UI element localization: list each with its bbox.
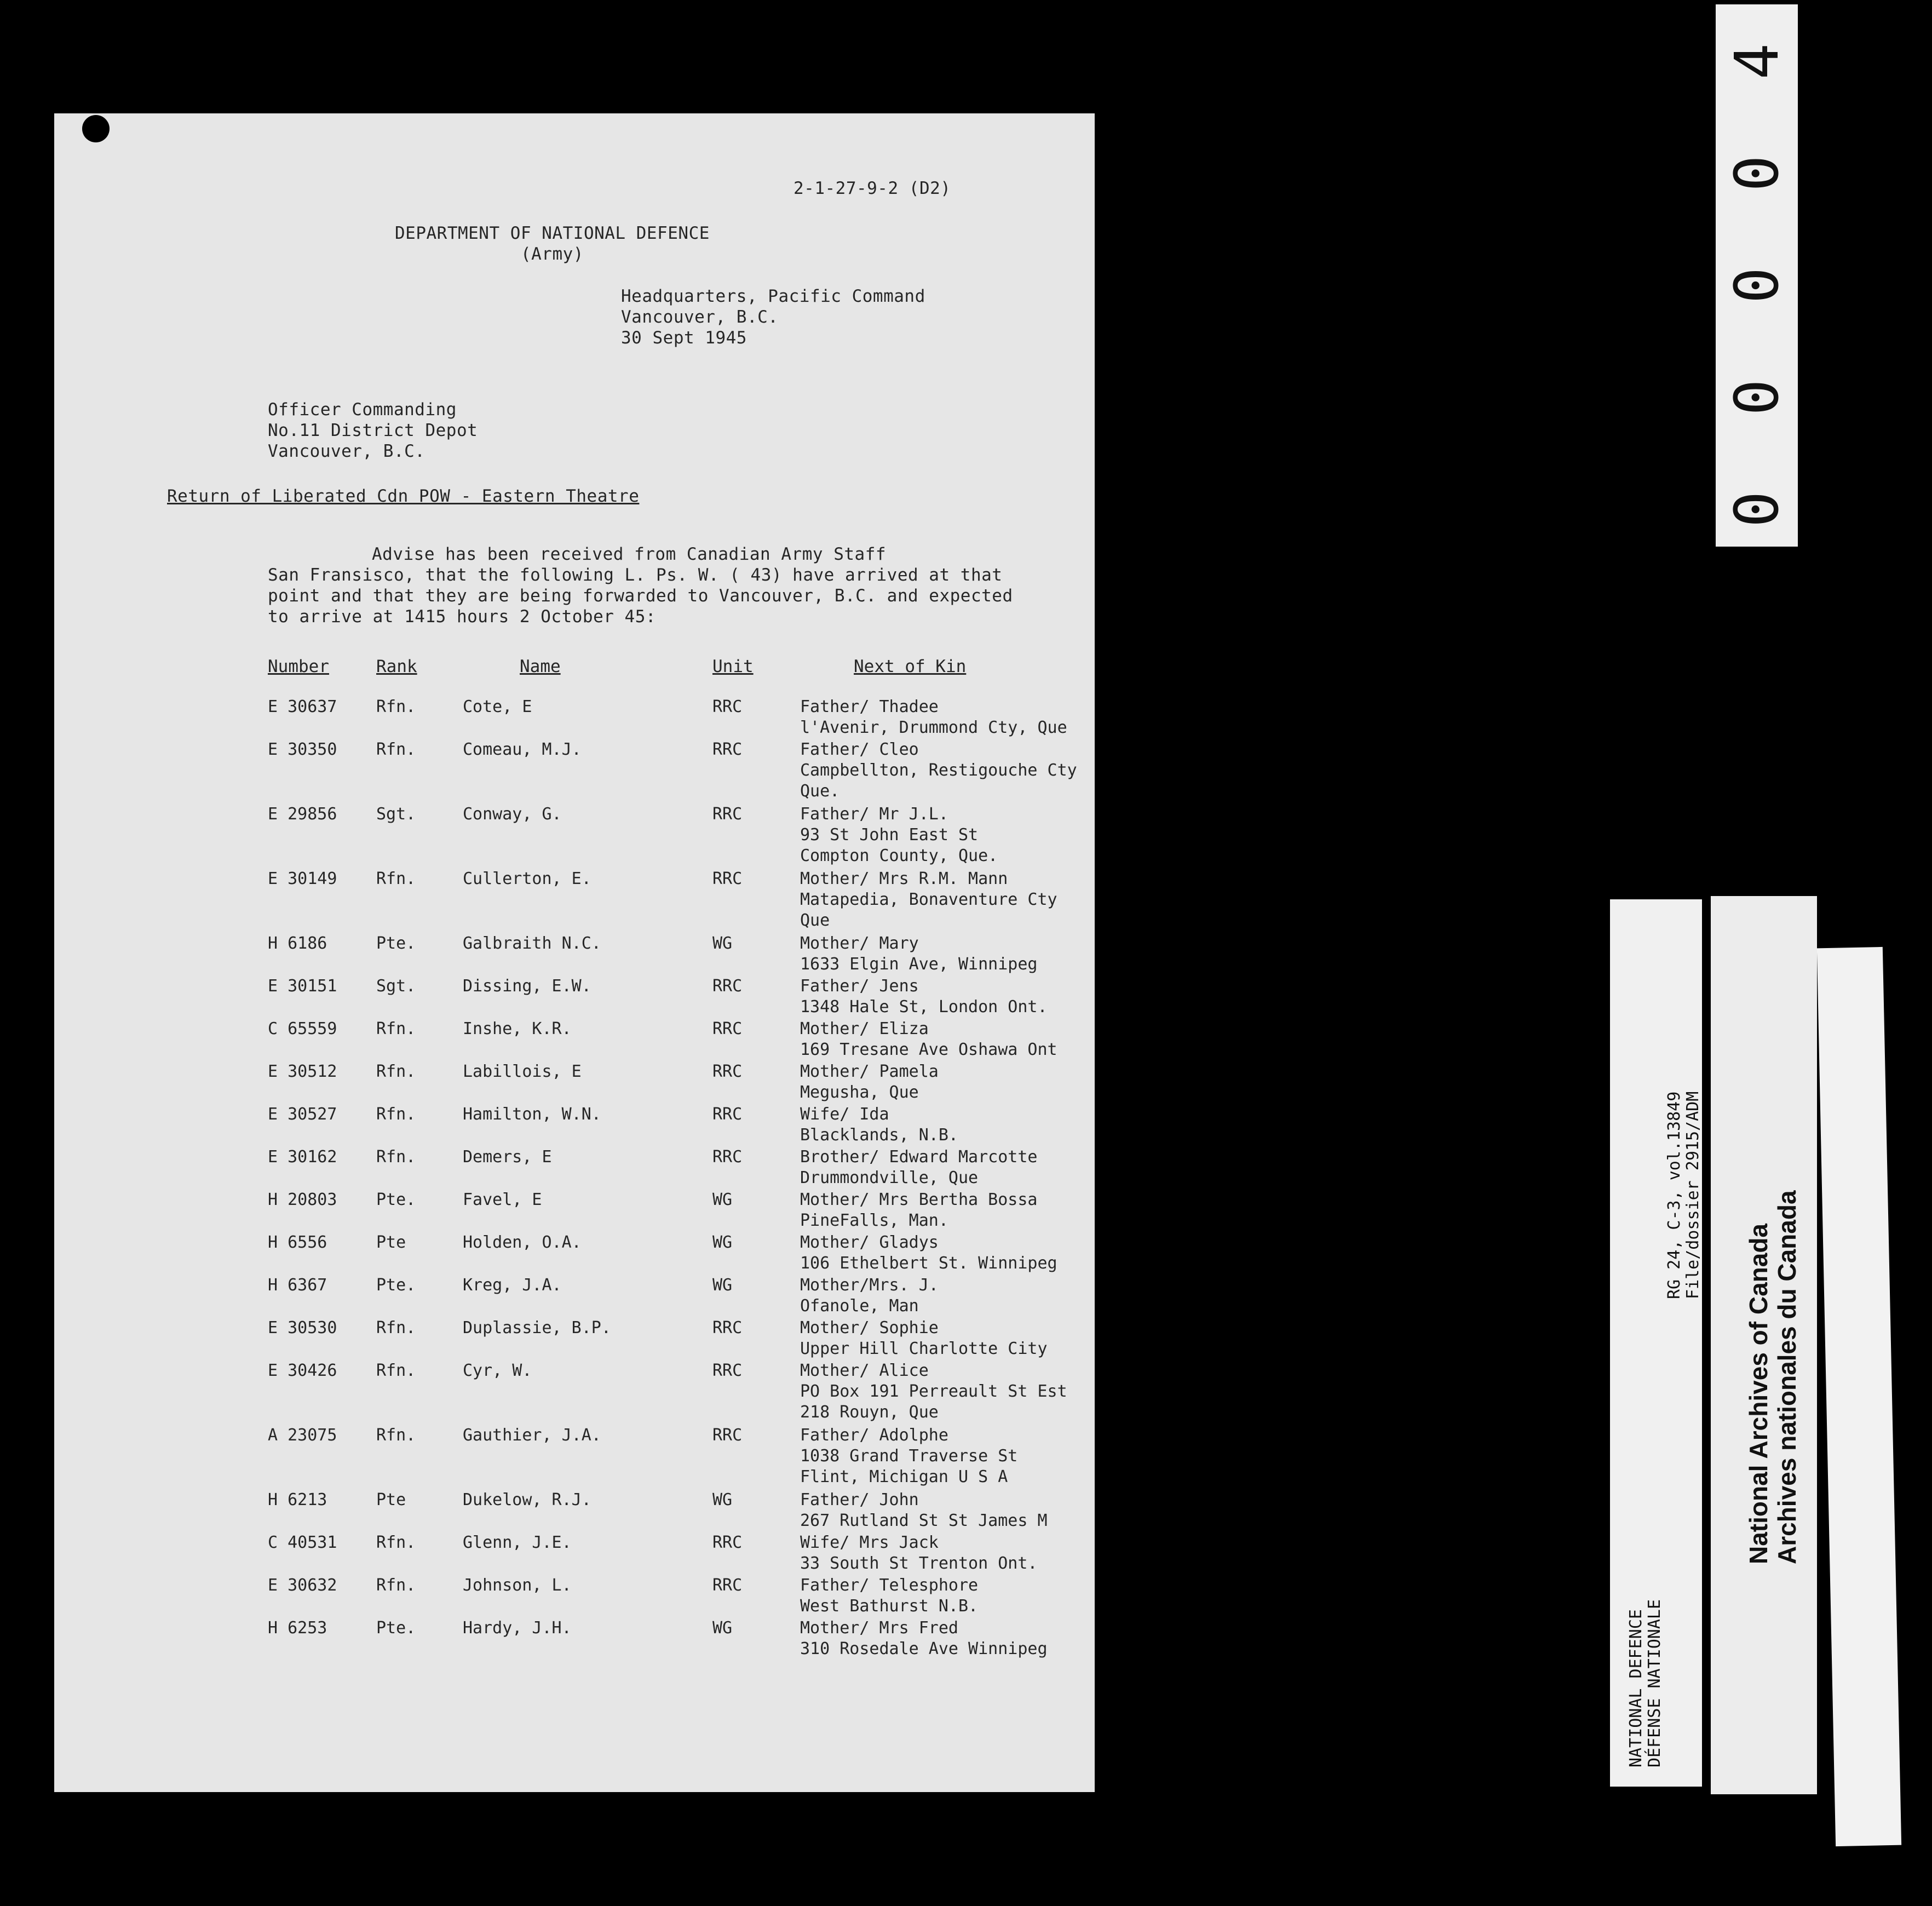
cell-unit: RRC — [712, 1062, 743, 1081]
cell-number: E 30162 — [268, 1147, 337, 1167]
cell-number: H 6213 — [268, 1490, 327, 1509]
cell-unit: WG — [712, 1233, 733, 1252]
defence-line: DÉFENSE NATIONALE — [1645, 1599, 1664, 1767]
cell-number: E 30426 — [268, 1361, 337, 1380]
cell-name: Dissing, E.W. — [463, 977, 591, 996]
document-page — [54, 113, 1095, 1792]
cell-next-of-kin: Wife/ Mrs Jack — [800, 1533, 939, 1552]
cell-number: E 30151 — [268, 977, 337, 996]
cell-next-of-kin: Megusha, Que — [800, 1083, 919, 1102]
archives-line: National Archives of Canada — [1744, 1223, 1773, 1564]
cell-unit: RRC — [712, 805, 743, 824]
cell-rank: Rfn. — [376, 869, 416, 888]
cell-next-of-kin: 218 Rouyn, Que — [800, 1403, 939, 1422]
cell-name: Kreg, J.A. — [463, 1276, 562, 1295]
cell-next-of-kin: Father/ Jens — [800, 977, 919, 996]
cell-next-of-kin: Mother/ Gladys — [800, 1233, 939, 1252]
cell-name: Johnson, L. — [463, 1576, 572, 1595]
cell-rank: Rfn. — [376, 1019, 416, 1038]
cell-rank: Pte. — [376, 1276, 416, 1295]
cell-next-of-kin: Father/ Telesphore — [800, 1576, 979, 1595]
cell-name: Holden, O.A. — [463, 1233, 582, 1252]
cell-rank: Rfn. — [376, 1576, 416, 1595]
cell-rank: Rfn. — [376, 697, 416, 716]
cell-unit: WG — [712, 1190, 733, 1209]
sender-line: Vancouver, B.C. — [621, 307, 779, 327]
cell-number: H 6556 — [268, 1233, 327, 1252]
cell-unit: RRC — [712, 1426, 743, 1445]
frame-number: 0 0 0 0 4 — [1722, 23, 1792, 528]
cell-rank: Pte. — [376, 934, 416, 953]
cell-next-of-kin: PineFalls, Man. — [800, 1211, 948, 1230]
cell-rank: Sgt. — [376, 805, 416, 824]
cell-next-of-kin: 169 Tresane Ave Oshawa Ont — [800, 1040, 1057, 1059]
cell-next-of-kin: PO Box 191 Perreault St Est — [800, 1382, 1067, 1401]
addressee-block — [268, 399, 478, 462]
cell-name: Glenn, J.E. — [463, 1533, 572, 1552]
cell-number: H 6367 — [268, 1276, 327, 1295]
cell-unit: RRC — [712, 1576, 743, 1595]
cell-next-of-kin: 310 Rosedale Ave Winnipeg — [800, 1639, 1048, 1658]
subject-line: Return of Liberated Cdn POW - Eastern Theatre — [167, 486, 640, 506]
letterhead — [395, 223, 710, 265]
body-paragraph — [268, 544, 1013, 627]
cell-rank: Rfn. — [376, 1318, 416, 1337]
cell-name: Hardy, J.H. — [463, 1618, 572, 1638]
cell-unit: RRC — [712, 740, 743, 759]
cell-name: Comeau, M.J. — [463, 740, 582, 759]
cell-next-of-kin: Drummondville, Que — [800, 1168, 979, 1187]
cell-number: H 20803 — [268, 1190, 337, 1209]
cell-next-of-kin: 1633 Elgin Ave, Winnipeg — [800, 955, 1038, 974]
cell-next-of-kin: Matapedia, Bonaventure Cty — [800, 890, 1057, 909]
cell-unit: RRC — [712, 1533, 743, 1552]
cell-number: A 23075 — [268, 1426, 337, 1445]
body-line: point and that they are being forwarded to Vancouver, B.C. and expected — [268, 586, 1013, 606]
addressee-line: Officer Commanding — [268, 400, 457, 420]
cell-rank: Rfn. — [376, 1361, 416, 1380]
cell-next-of-kin: Mother/ Alice — [800, 1361, 929, 1380]
header-rank: Rank — [376, 657, 417, 676]
cell-rank: Pte. — [376, 1190, 416, 1209]
cell-name: Cote, E — [463, 697, 532, 716]
cell-name: Inshe, K.R. — [463, 1019, 572, 1038]
cell-name: Demers, E — [463, 1147, 552, 1167]
cell-next-of-kin: Compton County, Que. — [800, 846, 998, 865]
cell-number: E 29856 — [268, 805, 337, 824]
cell-next-of-kin: Father/ Thadee — [800, 697, 939, 716]
header-unit: Unit — [712, 657, 754, 676]
cell-number: E 30530 — [268, 1318, 337, 1337]
cell-number: C 65559 — [268, 1019, 337, 1038]
cell-next-of-kin: Mother/ Eliza — [800, 1019, 929, 1038]
cell-number: H 6186 — [268, 934, 327, 953]
cell-number: C 40531 — [268, 1533, 337, 1552]
cell-next-of-kin: Upper Hill Charlotte City — [800, 1339, 1048, 1358]
cell-rank: Rfn. — [376, 1147, 416, 1167]
cell-next-of-kin: Mother/ Mrs Bertha Bossa — [800, 1190, 1038, 1209]
cell-name: Conway, G. — [463, 805, 562, 824]
cell-number: E 30149 — [268, 869, 337, 888]
cell-next-of-kin: Mother/ Mrs Fred — [800, 1618, 958, 1638]
cell-name: Hamilton, W.N. — [463, 1105, 601, 1124]
header-next-of-kin: Next of Kin — [854, 657, 967, 676]
cell-next-of-kin: 267 Rutland St St James M — [800, 1511, 1048, 1530]
sender-block — [621, 286, 925, 348]
body-line: Advise has been received from Canadian Army Staff — [372, 544, 887, 564]
cell-rank: Rfn. — [376, 1105, 416, 1124]
cell-rank: Rfn. — [376, 1426, 416, 1445]
file-reference: 2-1-27-9-2 (D2) — [794, 179, 951, 198]
header-name: Name — [520, 657, 561, 676]
cell-unit: WG — [712, 1490, 733, 1509]
cell-next-of-kin: Father/ John — [800, 1490, 919, 1509]
cell-next-of-kin: Mother/Mrs. J. — [800, 1276, 939, 1295]
cell-name: Gauthier, J.A. — [463, 1426, 601, 1445]
addressee-line: Vancouver, B.C. — [268, 441, 426, 461]
cell-rank: Rfn. — [376, 1533, 416, 1552]
addressee-line: No.11 District Depot — [268, 421, 478, 440]
cell-rank: Sgt. — [376, 977, 416, 996]
cell-rank: Rfn. — [376, 1062, 416, 1081]
body-line: San Fransisco, that the following L. Ps. W. ( 43) have arrived at that — [268, 565, 1003, 585]
cell-name: Dukelow, R.J. — [463, 1490, 591, 1509]
cell-next-of-kin: Mother/ Sophie — [800, 1318, 939, 1337]
cell-next-of-kin: 1348 Hale St, London Ont. — [800, 997, 1048, 1017]
cell-next-of-kin: Father/ Cleo — [800, 740, 919, 759]
cell-unit: RRC — [712, 1318, 743, 1337]
cell-number: E 30527 — [268, 1105, 337, 1124]
cell-next-of-kin: Wife/ Ida — [800, 1105, 889, 1124]
defence-line: NATIONAL DEFENCE — [1626, 1609, 1646, 1767]
cell-next-of-kin: 93 St John East St — [800, 825, 979, 845]
cell-unit: WG — [712, 1618, 733, 1638]
cell-next-of-kin: Mother/ Mrs R.M. Mann — [800, 869, 1008, 888]
reference-line: File/dossier 2915/ADM — [1683, 1091, 1703, 1299]
cell-rank: Rfn. — [376, 740, 416, 759]
date-line: 30 Sept 1945 — [621, 328, 747, 348]
cell-number: E 30637 — [268, 697, 337, 716]
cell-unit: RRC — [712, 1147, 743, 1167]
cell-name: Cullerton, E. — [463, 869, 591, 888]
blank-label — [1817, 947, 1901, 1846]
cell-name: Galbraith N.C. — [463, 934, 601, 953]
cell-name: Labillois, E — [463, 1062, 582, 1081]
cell-rank: Pte — [376, 1233, 406, 1252]
cell-rank: Pte. — [376, 1618, 416, 1638]
cell-unit: RRC — [712, 1019, 743, 1038]
cell-next-of-kin: West Bathurst N.B. — [800, 1597, 979, 1616]
cell-number: E 30632 — [268, 1576, 337, 1595]
cell-next-of-kin: Que. — [800, 782, 840, 801]
reference-label — [1610, 899, 1702, 1787]
cell-next-of-kin: Brother/ Edward Marcotte — [800, 1147, 1038, 1167]
archives-line: Archives nationales du Canada — [1773, 1190, 1801, 1564]
sender-line: Headquarters, Pacific Command — [621, 286, 925, 306]
cell-next-of-kin: Mother/ Pamela — [800, 1062, 939, 1081]
body-line: to arrive at 1415 hours 2 October 45: — [268, 607, 657, 627]
cell-next-of-kin: Mother/ Mary — [800, 934, 919, 953]
cell-number: H 6253 — [268, 1618, 327, 1638]
cell-next-of-kin: Father/ Mr J.L. — [800, 805, 948, 824]
cell-next-of-kin: Father/ Adolphe — [800, 1426, 948, 1445]
cell-next-of-kin: Ofanole, Man — [800, 1296, 919, 1316]
cell-next-of-kin: 1038 Grand Traverse St — [800, 1446, 1018, 1466]
cell-number: E 30512 — [268, 1062, 337, 1081]
archives-label — [1711, 896, 1817, 1794]
cell-unit: WG — [712, 934, 733, 953]
cell-unit: RRC — [712, 977, 743, 996]
cell-name: Duplassie, B.P. — [463, 1318, 611, 1337]
cell-unit: RRC — [712, 869, 743, 888]
cell-unit: RRC — [712, 1105, 743, 1124]
cell-unit: RRC — [712, 697, 743, 716]
cell-next-of-kin: Blacklands, N.B. — [800, 1126, 958, 1145]
cell-next-of-kin: Que — [800, 911, 830, 930]
cell-next-of-kin: 106 Ethelbert St. Winnipeg — [800, 1254, 1057, 1273]
cell-next-of-kin: l'Avenir, Drummond Cty, Que — [800, 718, 1067, 737]
cell-name: Favel, E — [463, 1190, 542, 1209]
reference-line: RG 24, C-3, vol.13849 — [1665, 1091, 1684, 1299]
branch-name: (Army) — [520, 244, 584, 264]
cell-number: E 30350 — [268, 740, 337, 759]
cell-next-of-kin: 33 South St Trenton Ont. — [800, 1554, 1038, 1573]
department-name: DEPARTMENT OF NATIONAL DEFENCE — [395, 223, 710, 243]
cell-next-of-kin: Campbellton, Restigouche Cty — [800, 761, 1077, 780]
cell-name: Cyr, W. — [463, 1361, 532, 1380]
punch-hole — [82, 115, 110, 142]
frame-number-label — [1716, 4, 1798, 547]
cell-unit: WG — [712, 1276, 733, 1295]
cell-unit: RRC — [712, 1361, 743, 1380]
cell-next-of-kin: Flint, Michigan U S A — [800, 1467, 1008, 1486]
header-number: Number — [268, 657, 329, 676]
cell-rank: Pte — [376, 1490, 406, 1509]
